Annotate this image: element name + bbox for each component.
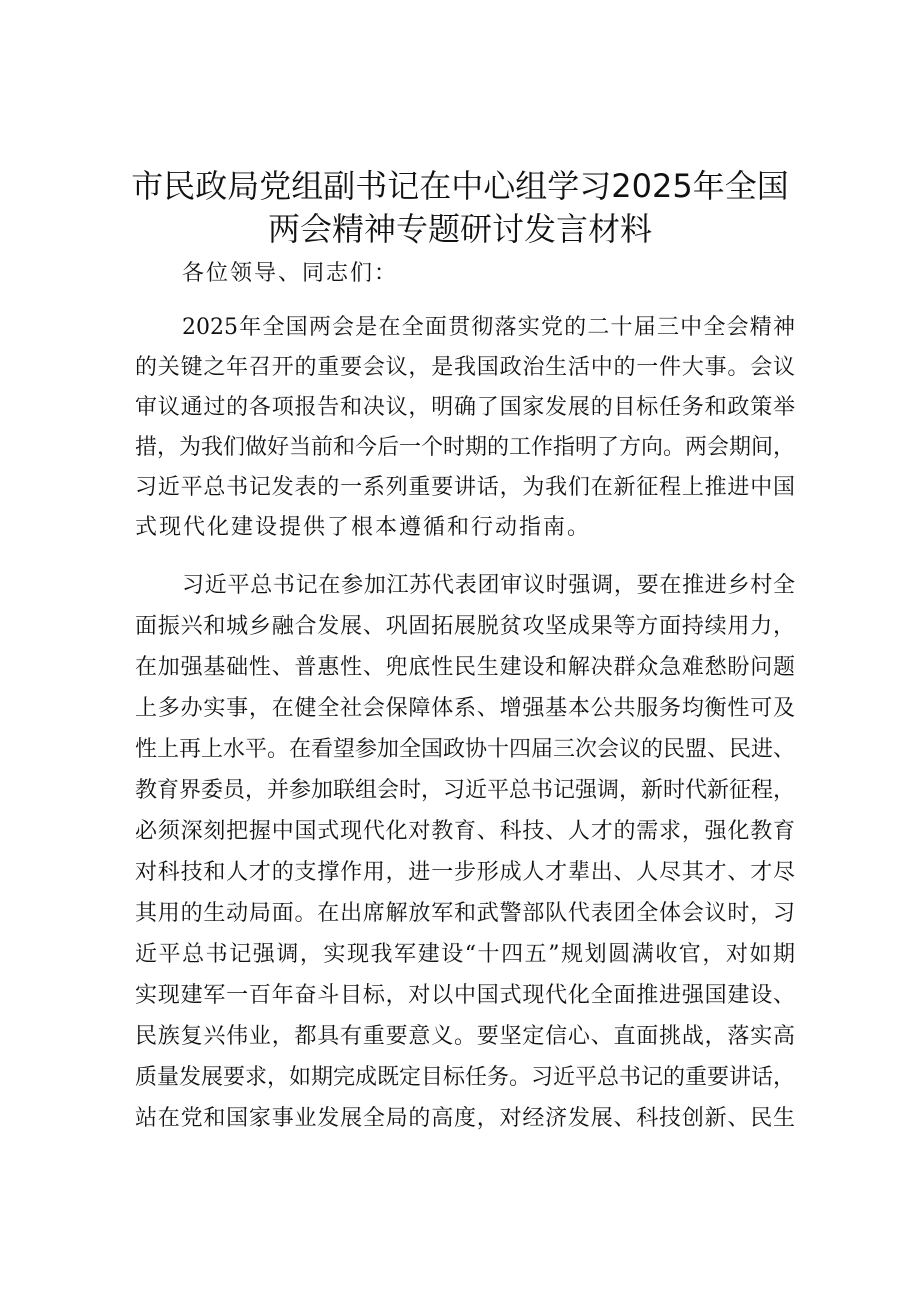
paragraph-line: 近平总书记强调，实现我军建设“十四五”规划圆满收官，对如期 (135, 942, 795, 967)
paragraph-line: 实现建军一百年奋斗目标，对以中国式现代化全面推进强国建设、 (135, 983, 795, 1008)
paragraph-line: 性上再上水平。在看望参加全国政协十四届三次会议的民盟、民进、 (135, 737, 795, 762)
paragraph-line: 民族复兴伟业，都具有重要意义。要坚定信心、直面挑战，落实高 (135, 1024, 795, 1049)
paragraph-line: 对科技和人才的支撑作用，进一步形成人才辈出、人尽其才、才尽 (135, 860, 795, 885)
paragraph-line: 面振兴和城乡融合发展、巩固拓展脱贫攻坚成果等方面持续用力， (135, 614, 795, 639)
document-title-line-1: 市民政局党组副书记在中心组学习2025年全国 (131, 167, 789, 205)
paragraph-line: 其用的生动局面。在出席解放军和武警部队代表团全体会议时，习 (135, 901, 795, 926)
paragraph-line: 审议通过的各项报告和决议，明确了国家发展的目标任务和政策举 (135, 395, 795, 420)
paragraph-line: 习近平总书记在参加江苏代表团审议时强调，要在推进乡村全 (182, 573, 795, 598)
document-title-line-2: 两会精神专题研讨发言材料 (267, 210, 652, 248)
paragraph-line: 在加强基础性、普惠性、兜底性民生建设和解决群众急难愁盼问题 (135, 655, 795, 680)
paragraph-line: 措，为我们做好当前和今后一个时期的工作指明了方向。两会期间， (135, 435, 795, 460)
paragraph-line: 教育界委员，并参加联组会时，习近平总书记强调，新时代新征程， (135, 778, 795, 803)
paragraph-line: 上多办实事，在健全社会保障体系、增强基本公共服务均衡性可及 (135, 696, 795, 721)
paragraph-line: 站在党和国家事业发展全局的高度，对经济发展、科技创新、民生 (135, 1106, 795, 1131)
paragraph-line: 质量发展要求，如期完成既定目标任务。习近平总书记的重要讲话， (135, 1065, 795, 1090)
salutation: 各位领导、同志们： (182, 261, 399, 286)
paragraph-line: 2025年全国两会是在全面贯彻落实党的二十届三中全会精神 (182, 315, 795, 340)
paragraph-line: 必须深刻把握中国式现代化对教育、科技、人才的需求，强化教育 (135, 819, 795, 844)
paragraph-line: 习近平总书记发表的一系列重要讲话，为我们在新征程上推进中国 (135, 475, 795, 500)
paragraph-line: 式现代化建设提供了根本遵循和行动指南。 (135, 515, 592, 540)
paragraph-line: 的关键之年召开的重要会议，是我国政治生活中的一件大事。会议 (135, 355, 795, 380)
